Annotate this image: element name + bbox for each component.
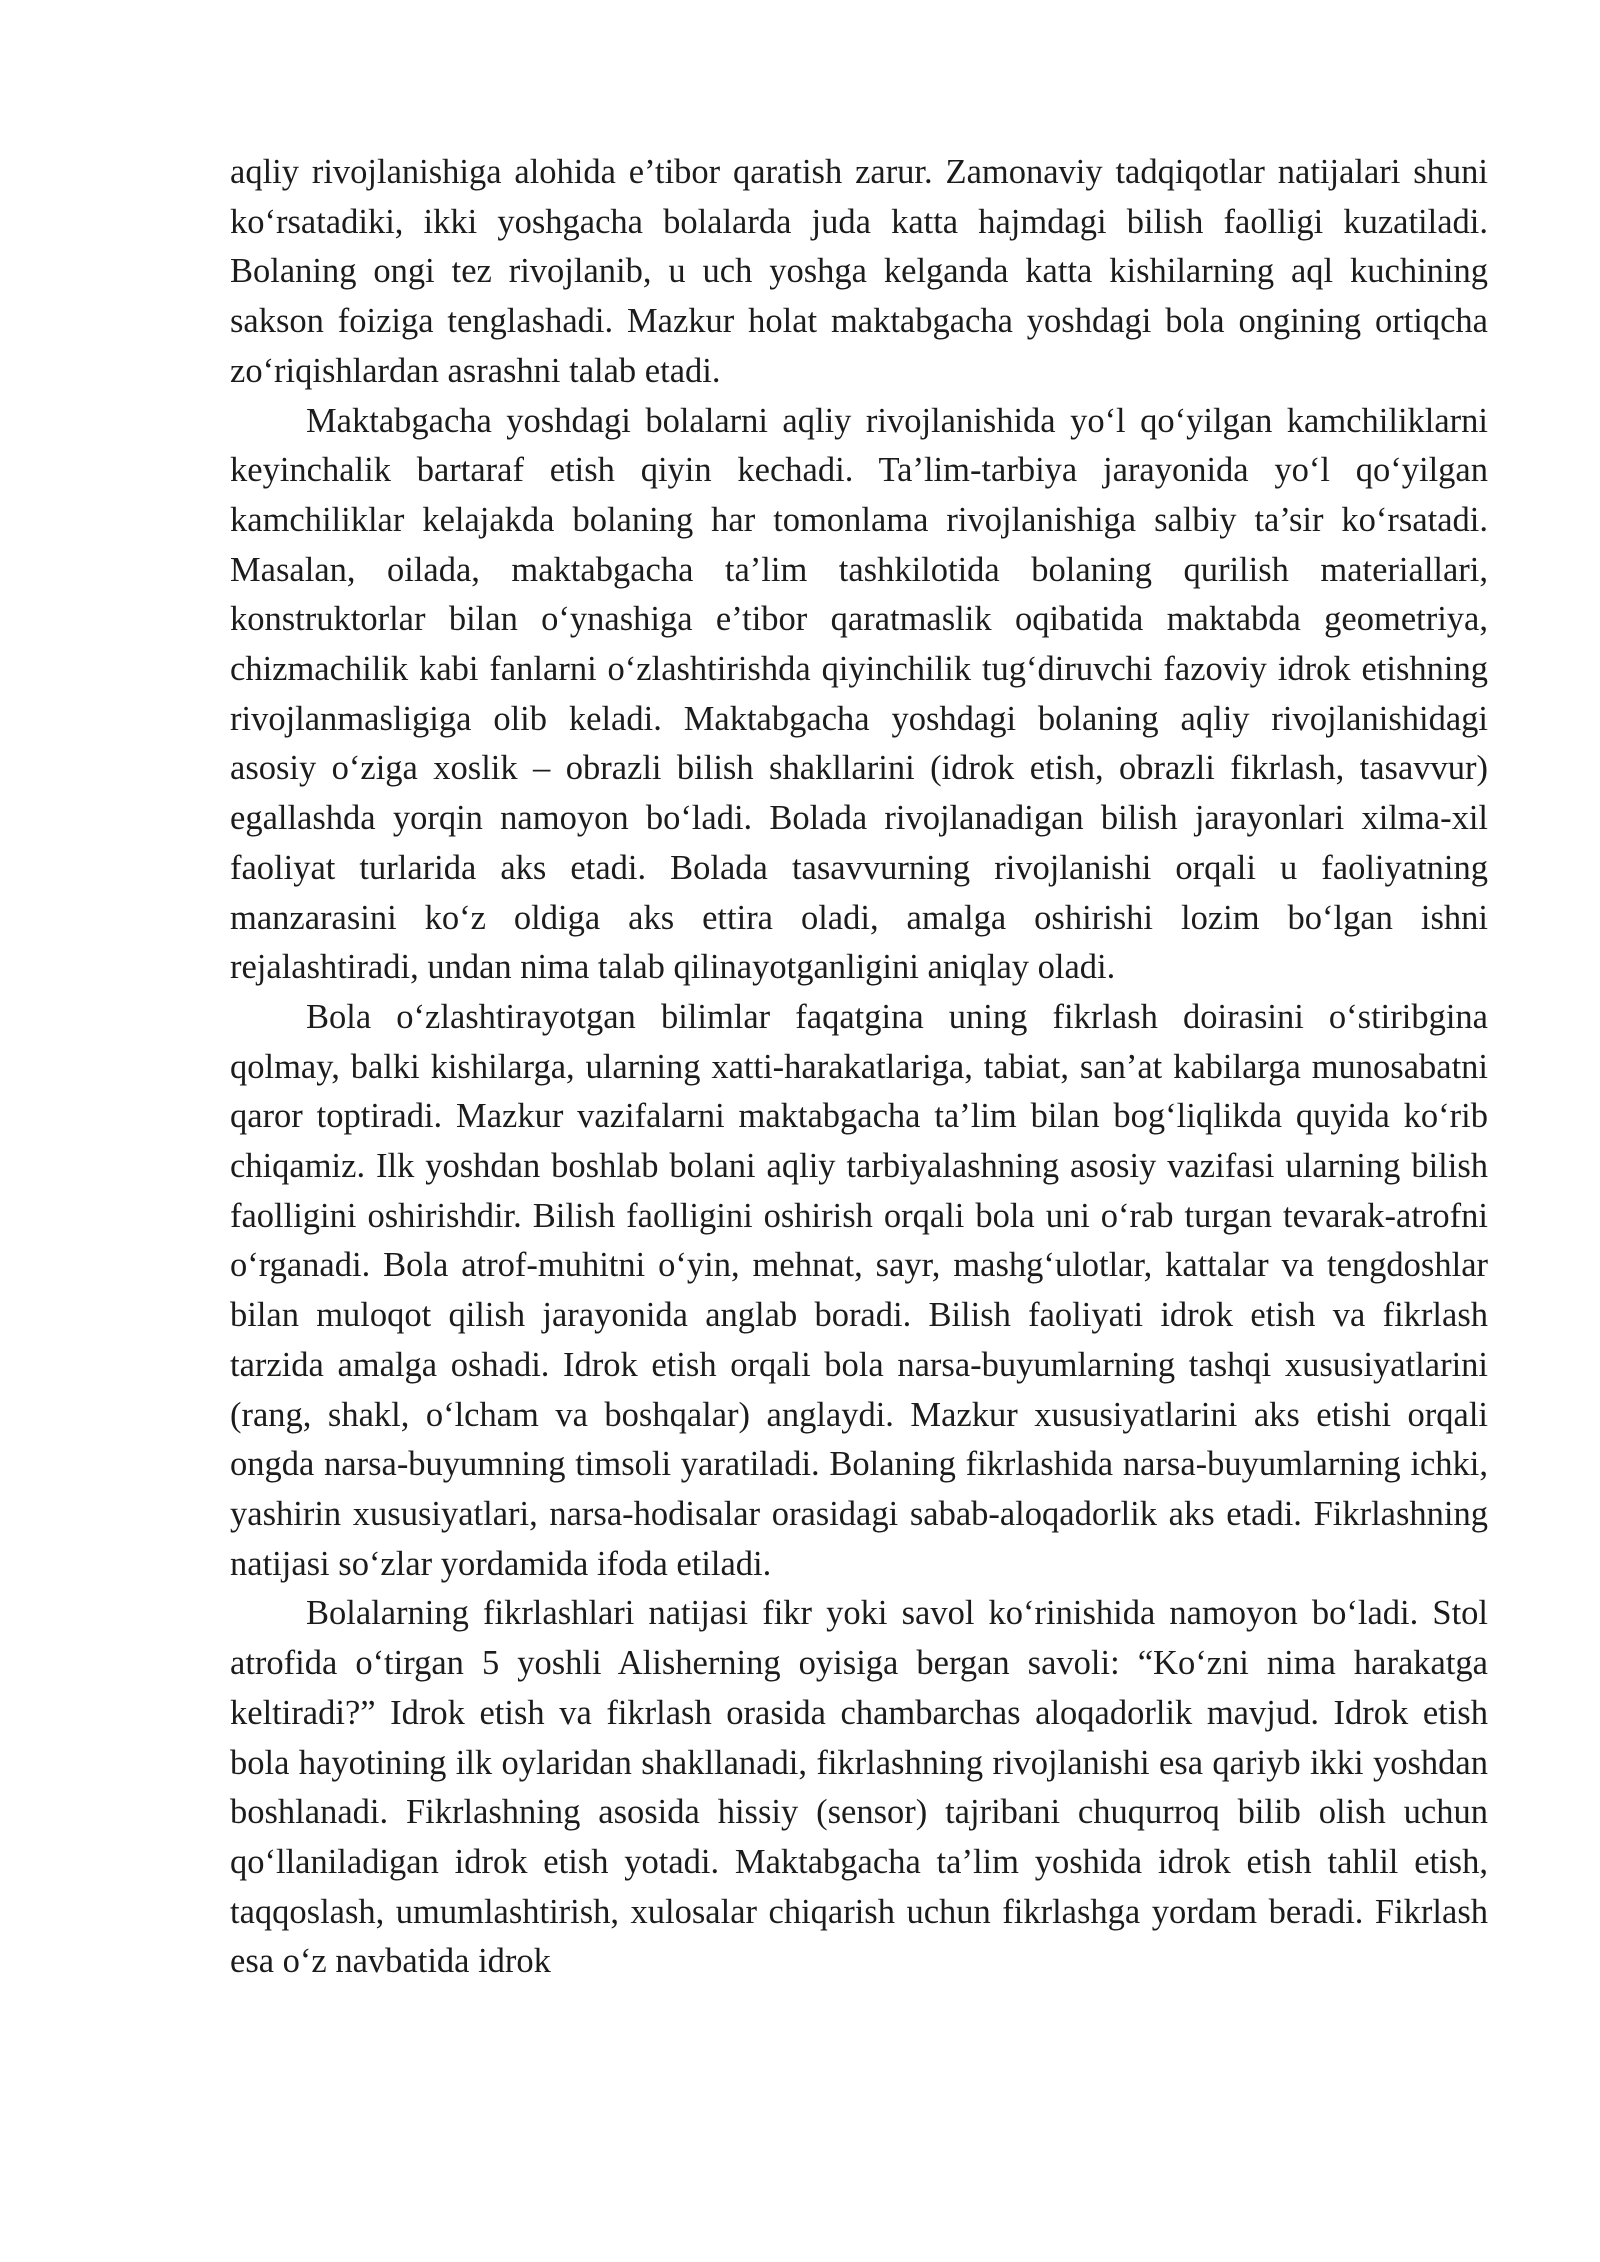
paragraph-1: aqliy rivojlanishiga alohida e’tibor qaratish zarur. Zamonaviy tadqiqotlar natijalari shuni ko‘rsatadiki, ikki yoshgacha bolalarda juda katta hajmdagi bilish faolligi kuzatiladi. Bolaning ongi tez rivojlanib, u uch yoshga kelganda katta kishilarning aql kuchining sakson foiziga tenglashadi. Mazkur holat maktabgacha yoshdagi bola ongining ortiqcha zo‘riqishlardan asrashni talab etadi. — [230, 153, 1488, 390]
paragraph-3: Bola o‘zlashtirayotgan bilimlar faqatgina uning fikrlash doirasini o‘stiribgina qolmay, balki kishilarga, ularning xatti-harakatlariga, tabiat, san’at kabilarga munosabatni qaror toptiradi. Mazkur vazifalarni maktabgacha ta’lim bilan bog‘liqlikda quyida ko‘rib chiqamiz. Ilk yoshdan boshlab bolani aqliy tarbiyalashning asosiy vazifasi ularning bilish faolligini oshirishdir. Bilish faolligini oshirish orqali bola uni o‘rab turgan tevarak-atrofni o‘rganadi. Bola atrof-muhitni o‘yin, mehnat, sayr, mashg‘ulotlar, kattalar va tengdoshlar bilan muloqot qilish jarayonida anglab boradi. Bilish faoliyati idrok etish va fikrlash tarzida amalga oshadi. Idrok etish orqali bola narsa-buyumlarning tashqi xususiyatlarini (rang, shakl, o‘lcham va boshqalar) anglaydi. Mazkur xususiyatlarini aks etishi orqali ongda narsa-buyumning timsoli yaratiladi. Bolaning fikrlashida narsa-buyumlarning ichki, yashirin xususiyatlari, narsa-hodisalar orasidagi sabab-aloqadorlik aks etadi. Fikrlashning natijasi so‘zlar yordamida ifoda etiladi. — [230, 997, 1488, 1583]
paragraph-2: Maktabgacha yoshdagi bolalarni aqliy rivojlanishida yo‘l qo‘yilgan kamchiliklarni keyinchalik bartaraf etish qiyin kechadi. Ta’lim-tarbiya jarayonida yo‘l qo‘yilgan kamchiliklar kelajakda bolaning har tomonlama rivojlanishiga salbiy ta’sir ko‘rsatadi. Masalan, oilada, maktabgacha ta’lim tashkilotida bolaning qurilish materiallari, konstruktorlar bilan o‘ynashiga e’tibor qaratmaslik oqibatida maktabda geometriya, chizmachilik kabi fanlarni o‘zlashtirishda qiyinchilik tug‘diruvchi fazoviy idrok etishning rivojlanmasligiga olib keladi. Maktabgacha yoshdagi bolaning aqliy rivojlanishidagi asosiy o‘ziga xoslik – obrazli bilish shakllarini (idrok etish, obrazli fikrlash, tasavvur) egallashda yorqin namoyon bo‘ladi. Bolada rivojlanadigan bilish jarayonlari xilma-xil faoliyat turlarida aks etadi. Bolada tasavvurning rivojlanishi orqali u faoliyatning manzarasini ko‘z oldiga aks ettira oladi, amalga oshirishi lozim bo‘lgan ishni rejalashtiradi, undan nima talab qilinayotganligini aniqlay oladi. — [230, 401, 1488, 987]
document-page — [230, 148, 1488, 1987]
paragraph-4: Bolalarning fikrlashlari natijasi fikr yoki savol ko‘rinishida namoyon bo‘ladi. Stol atrofida o‘tirgan 5 yoshli Alisherning oyisiga bergan savoli: “Ko‘zni nima harakatga keltiradi?” Idrok etish va fikrlash orasida chambarchas aloqadorlik mavjud. Idrok etish bola hayotining ilk oylaridan shakllanadi, fikrlashning rivojlanishi esa qariyb ikki yoshdan boshlanadi. Fikrlashning asosida hissiy (sensor) tajribani chuqurroq bilib olish uchun qo‘llaniladigan idrok etish yotadi. Maktabgacha ta’lim yoshida idrok etish tahlil etish, taqqoslash, umumlashtirish, xulosalar chiqarish uchun fikrlashga yordam beradi. Fikrlash esa o‘z navbatida idrok — [230, 1594, 1488, 1981]
